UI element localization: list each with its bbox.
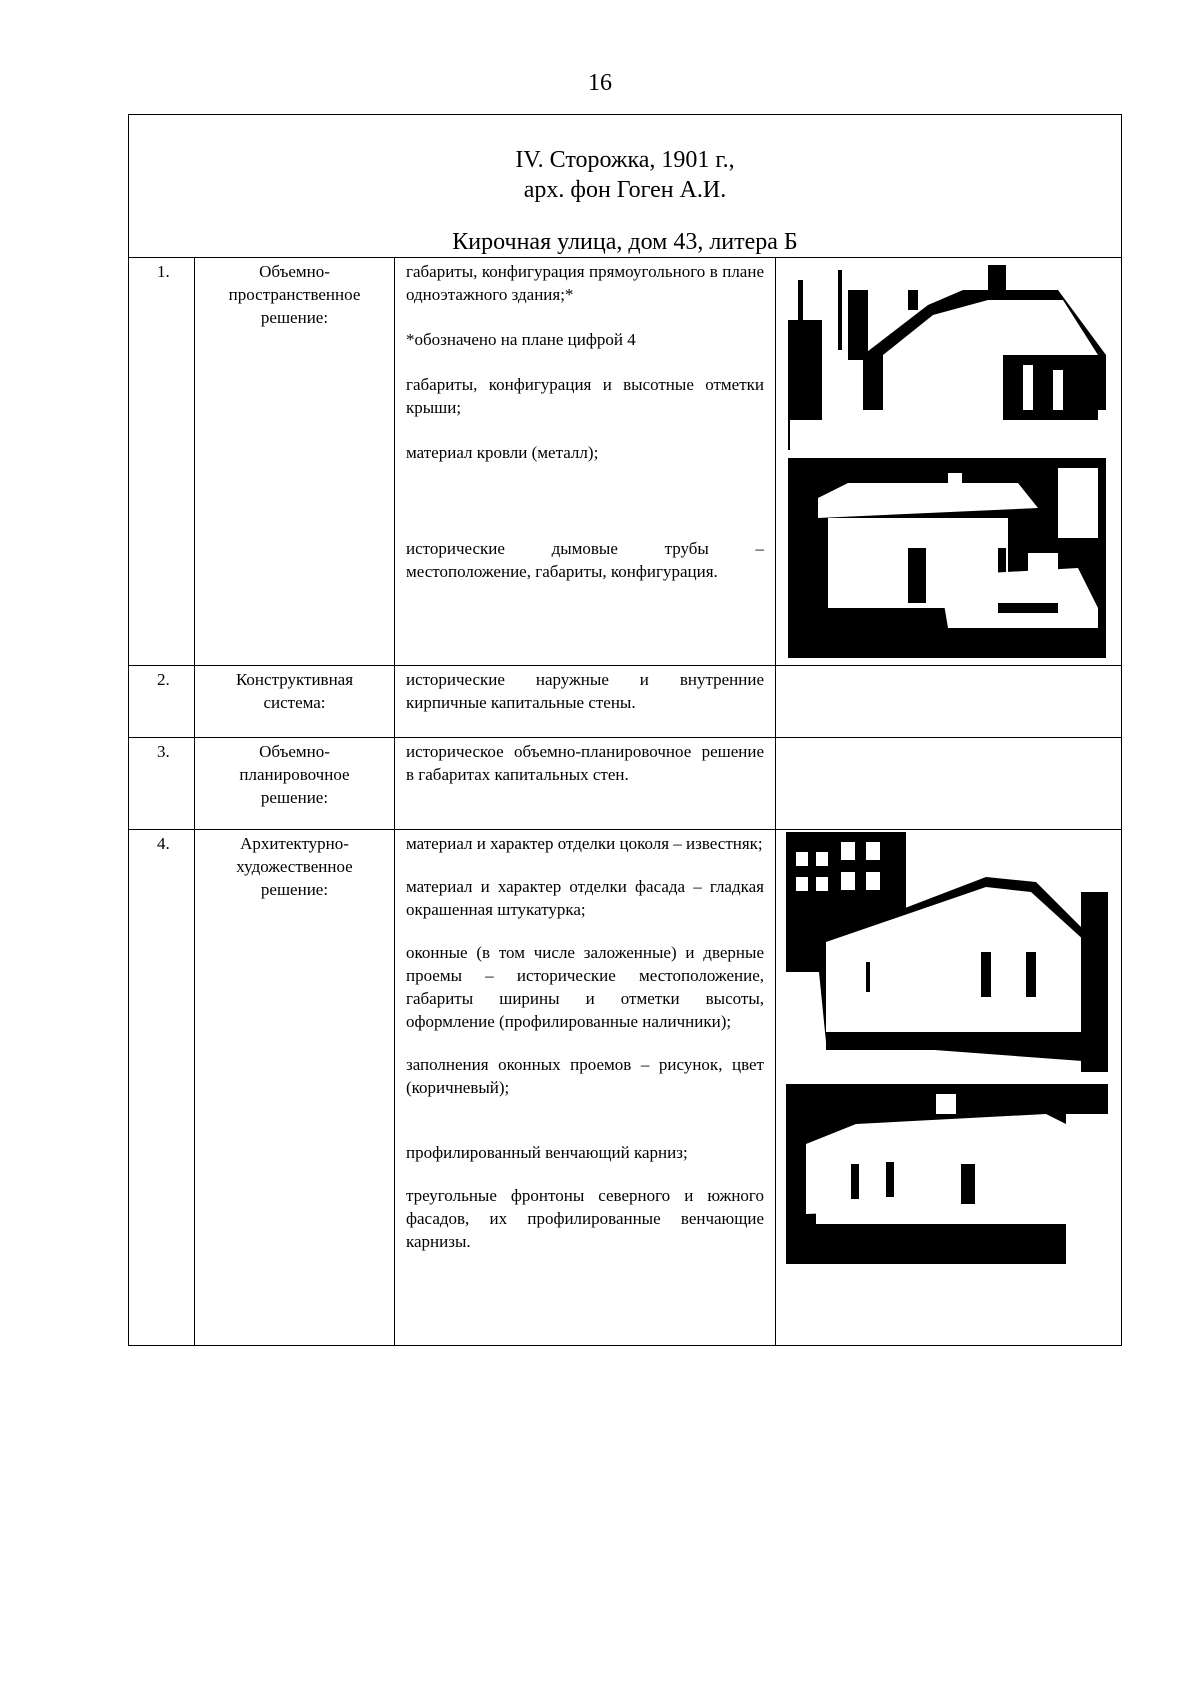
page-number: 16	[588, 70, 612, 96]
item-text: материал и характер отделки фасада – гладкая окрашенная штукатурка;	[406, 877, 764, 919]
building-photo	[786, 832, 1108, 1072]
row-description	[395, 258, 776, 666]
object-address: Кирочная улица, дом 43, литера Б	[452, 229, 798, 255]
item-text: заполнения оконных проемов – рисунок, цвет (коричневый);	[406, 1055, 764, 1097]
building-photo	[788, 458, 1106, 658]
object-architect: арх. фон Гоген А.И.	[523, 177, 727, 203]
item-text: *обозначено на плане цифрой 4	[406, 330, 636, 349]
object-title: IV. Сторожка, 1901 г.,	[515, 147, 735, 173]
row-description	[395, 830, 776, 1346]
object-title-cell	[129, 115, 1122, 258]
table-header-row	[129, 115, 1122, 258]
row-number: 3.	[129, 738, 195, 830]
empty-cell	[776, 666, 1122, 738]
row-number: 1.	[129, 258, 195, 666]
photo-cell	[776, 830, 1122, 1346]
table-row	[129, 666, 1122, 738]
building-photo	[786, 1084, 1108, 1264]
item-text: оконные (в том числе заложенные) и дверные проемы – исторические местоположение, габариты ширины и отметки высоты, оформление (профилированные наличники);	[406, 943, 764, 1031]
item-text: исторические наружные и внутренние кирпичные капитальные стены.	[406, 670, 764, 712]
building-photo-pair	[776, 830, 1122, 1344]
item-text: профилированный венчающий карниз;	[406, 1143, 688, 1162]
row-number: 4.	[129, 830, 195, 1346]
item-text: материал кровли (металл);	[406, 443, 599, 462]
item-text: материал и характер отделки цоколя – известняк;	[406, 834, 763, 853]
row-element: Конструктивная система:	[195, 666, 395, 738]
table-row	[129, 830, 1122, 1346]
building-photo	[788, 260, 1106, 450]
item-text: габариты, конфигурация прямоугольного в плане одноэтажного здания;*	[406, 262, 764, 304]
row-description	[395, 666, 776, 738]
item-text: историческое объемно-планировочное решение в габаритах капитальных стен.	[406, 742, 764, 784]
row-description	[395, 738, 776, 830]
item-text: треугольные фронтоны северного и южного фасадов, их профилированные венчающие карнизы.	[406, 1186, 764, 1251]
building-photo-pair	[776, 258, 1122, 664]
table-row	[129, 258, 1122, 666]
row-element: Архитектурно- художественное решение:	[195, 830, 395, 1346]
row-number: 2.	[129, 666, 195, 738]
table-row	[129, 738, 1122, 830]
empty-cell	[776, 738, 1122, 830]
row-element: Объемно- пространственное решение:	[195, 258, 395, 666]
row-element: Объемно- планировочное решение:	[195, 738, 395, 830]
item-text: исторические дымовые трубы – местоположение, габариты, конфигурация.	[406, 539, 764, 581]
item-text: габариты, конфигурация и высотные отметки крыши;	[406, 375, 764, 417]
heritage-table	[128, 114, 1122, 1346]
photo-cell	[776, 258, 1122, 666]
